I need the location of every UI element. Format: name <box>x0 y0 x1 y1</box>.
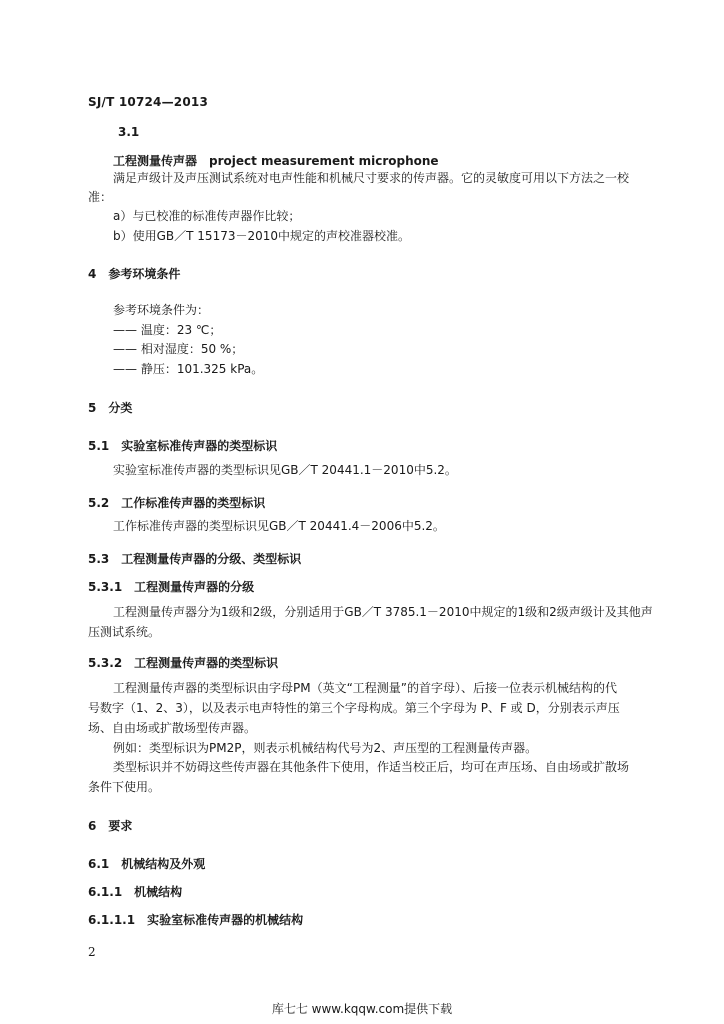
download-footer: 库七七 www.kqqw.com提供下载 <box>271 1002 453 1016</box>
section-5-3-1-heading: 5.3.1 工程测量传声器的分级 <box>88 580 255 594</box>
section-6-1-heading: 6.1 机械结构及外观 <box>88 857 206 871</box>
standard-number: SJ/T 10724—2013 <box>88 95 208 109</box>
section-5-3-1-line-1: 工程测量传声器分为1级和2级，分别适用于GB／T 3785.1－2010中规定的1级和2级声级计及其他声 <box>113 605 653 619</box>
section-5-3-2-note-line-1: 类型标识并不妨碍这些传声器在其他条件下使用，作适当校正后，均可在声压场、自由场或扩散场 <box>113 760 630 774</box>
section-5-3-2-note-line-2: 条件下使用。 <box>88 780 161 794</box>
definition-line-1: 满足声级计及声压测试系统对电声性能和机械尺寸要求的传声器。它的灵敏度可用以下方法之一校 <box>113 171 630 185</box>
section-6-1-1-1-heading: 6.1.1.1 实验室标准传声器的机械结构 <box>88 913 304 927</box>
section-6-heading: 6 要求 <box>88 819 133 833</box>
section-5-3-2-example: 例如：类型标识为PM2P，则表示机械结构代号为2、声压型的工程测量传声器。 <box>113 741 538 755</box>
list-item-b: b）使用GB／T 15173－2010中规定的声校准器校准。 <box>113 229 411 243</box>
section-6-1-1-heading: 6.1.1 机械结构 <box>88 885 183 899</box>
section-5-heading: 5 分类 <box>88 401 133 415</box>
list-item-pressure: —— 静压：101.325 kPa。 <box>113 362 264 376</box>
section-5-3-heading: 5.3 工程测量传声器的分级、类型标识 <box>88 552 302 566</box>
section-5-3-1-line-2: 压测试系统。 <box>88 625 161 639</box>
list-item-a: a）与已校准的标准传声器作比较； <box>113 209 301 223</box>
section-5-3-2-line-2: 号数字（1、2、3），以及表示电声特性的第三个字母构成。第三个字母为 P、F 或 D，分别表示声压 <box>88 701 620 715</box>
section-5-2-text: 工作标准传声器的类型标识见GB／T 20441.4－2006中5.2。 <box>113 519 445 533</box>
section-5-3-2-line-1: 工程测量传声器的类型标识由字母PM（英文“工程测量”的首字母）、后接一位表示机械结构的代 <box>113 681 618 695</box>
section-5-1-heading: 5.1 实验室标准传声器的类型标识 <box>88 439 278 453</box>
page-number: 2 <box>88 945 96 959</box>
section-4-heading: 4 参考环境条件 <box>88 267 181 281</box>
term-heading: 工程测量传声器 project measurement microphone <box>113 154 439 168</box>
definition-line-2: 准： <box>88 190 113 204</box>
list-item-temperature: —— 温度：23 ℃； <box>113 323 222 337</box>
section-5-3-2-line-3: 场、自由场或扩散场型传声器。 <box>88 721 257 735</box>
section-number-3-1: 3.1 <box>118 125 140 139</box>
section-5-3-2-heading: 5.3.2 工程测量传声器的类型标识 <box>88 656 279 670</box>
section-5-1-text: 实验室标准传声器的类型标识见GB／T 20441.1－2010中5.2。 <box>113 463 457 477</box>
list-item-humidity: —— 相对湿度：50 %； <box>113 342 244 356</box>
section-5-2-heading: 5.2 工作标准传声器的类型标识 <box>88 496 266 510</box>
section-4-intro: 参考环境条件为： <box>113 303 210 317</box>
